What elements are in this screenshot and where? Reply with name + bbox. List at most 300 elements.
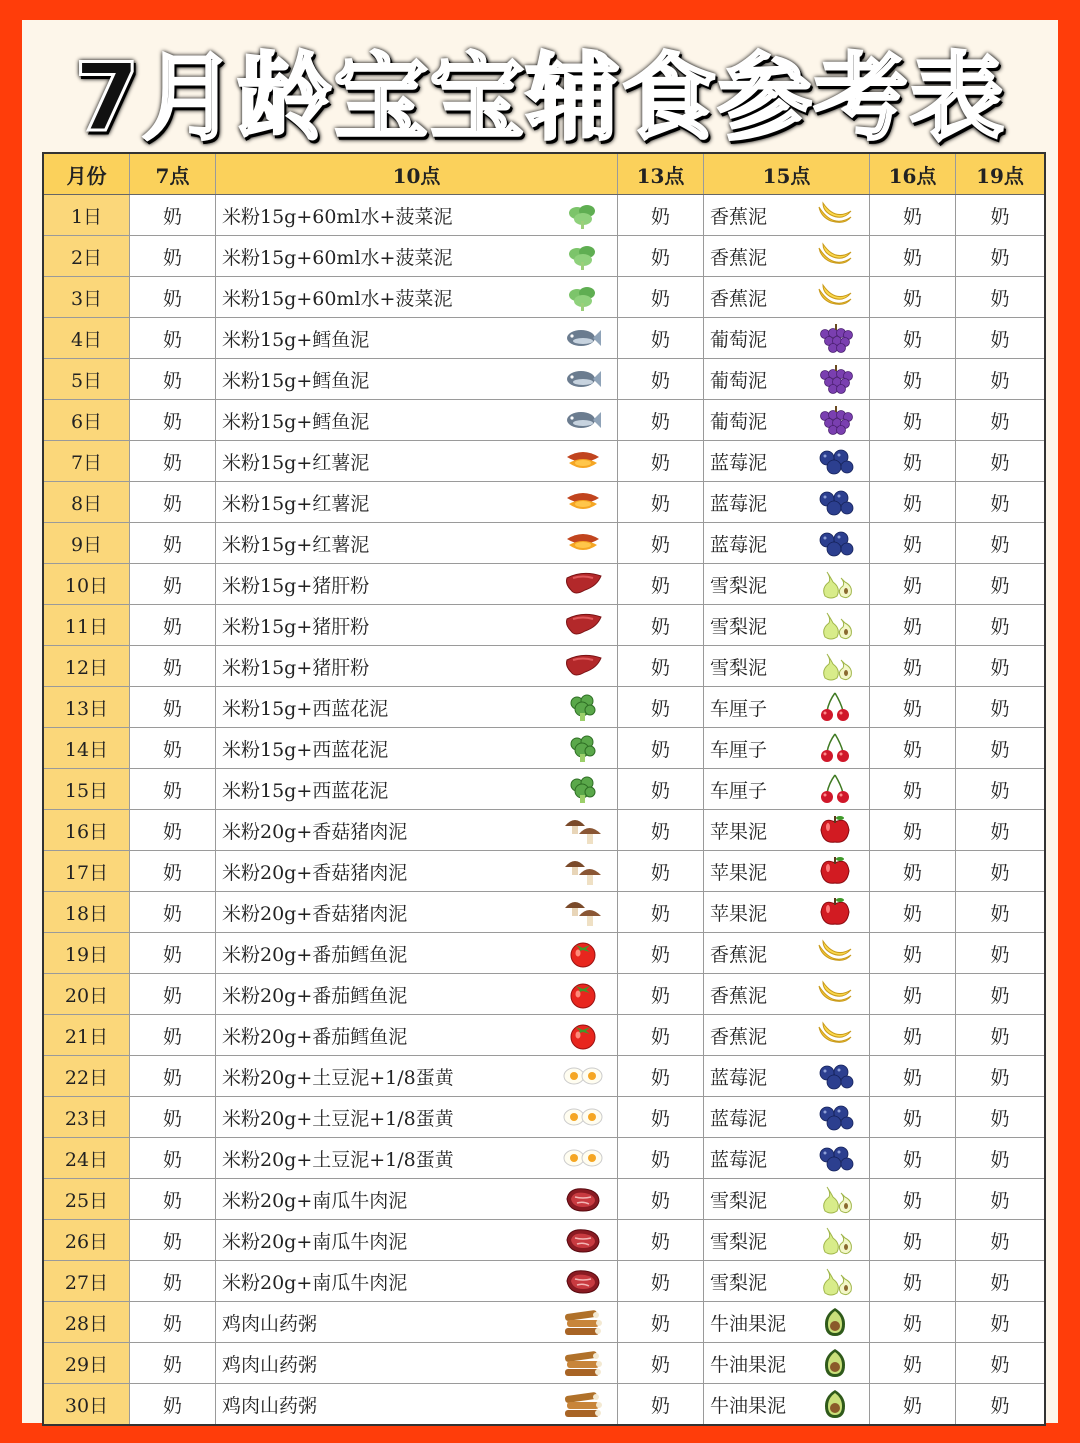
- meal-10-cell: [216, 892, 618, 932]
- meal-16-cell: [870, 974, 956, 1014]
- yam-icon: [563, 1306, 603, 1338]
- day-cell-text: 15日: [64, 779, 109, 802]
- cherry-icon: [815, 732, 855, 764]
- meal-16-cell-text: 奶: [902, 943, 922, 966]
- meal-10-cell-text: 米粉15g+西蓝花泥: [222, 697, 389, 720]
- meal-13-cell: [618, 1015, 704, 1055]
- day-cell-text: 12日: [64, 656, 109, 679]
- meal-7-cell: [130, 1179, 216, 1219]
- meal-16-cell-text: 奶: [902, 451, 922, 474]
- meal-16-cell-text: 奶: [902, 1353, 922, 1376]
- meal-19-cell-text: 奶: [990, 1394, 1010, 1417]
- meal-13-cell-text: 奶: [650, 1107, 670, 1130]
- meal-15-cell: [704, 441, 870, 481]
- meal-16-cell: [870, 441, 956, 481]
- meal-16-cell: [870, 605, 956, 645]
- meal-7-cell: [130, 482, 216, 522]
- day-cell-text: 23日: [64, 1107, 109, 1130]
- meal-13-cell: [618, 1097, 704, 1137]
- meal-15-cell: [704, 359, 870, 399]
- day-cell: [44, 1302, 130, 1342]
- meal-15-cell: [704, 1343, 870, 1383]
- meal-15-cell-text: 雪梨泥: [710, 574, 768, 597]
- meal-10-cell-text: 米粉15g+60ml水+菠菜泥: [222, 287, 453, 310]
- header-15: 15点: [704, 154, 870, 194]
- day-cell-text: 11日: [64, 615, 109, 638]
- meal-10-cell-text: 米粉15g+西蓝花泥: [222, 779, 389, 802]
- meal-7-cell-text: 奶: [162, 984, 182, 1007]
- meal-10-cell-text: 米粉20g+南瓜牛肉泥: [222, 1271, 408, 1294]
- meal-7-cell-text: 奶: [162, 410, 182, 433]
- meal-19-cell-text: 奶: [990, 533, 1010, 556]
- mushroom-icon: [563, 814, 603, 846]
- meal-7-cell-text: 奶: [162, 615, 182, 638]
- meal-7-cell-text: 奶: [162, 287, 182, 310]
- meal-10-cell: [216, 195, 618, 235]
- meal-19-cell-text: 奶: [990, 1271, 1010, 1294]
- meal-13-cell-text: 奶: [650, 656, 670, 679]
- meal-13-cell-text: 奶: [650, 1394, 670, 1417]
- meal-10-cell-text: 米粉15g+鳕鱼泥: [222, 328, 370, 351]
- meal-15-cell: [704, 1261, 870, 1301]
- cherry-icon: [815, 773, 855, 805]
- meal-16-cell-text: 奶: [902, 1312, 922, 1335]
- meal-15-cell-text: 牛油果泥: [710, 1312, 787, 1335]
- meal-10-cell: [216, 318, 618, 358]
- meal-16-cell: [870, 1056, 956, 1096]
- meal-13-cell: [618, 974, 704, 1014]
- day-cell: [44, 1179, 130, 1219]
- meal-13-cell: [618, 1384, 704, 1424]
- meal-10-cell-text: 米粉15g+猪肝粉: [222, 574, 370, 597]
- meal-10-cell: [216, 523, 618, 563]
- meal-16-cell: [870, 318, 956, 358]
- day-cell-text: 4日: [70, 328, 103, 351]
- meal-15-cell: [704, 933, 870, 973]
- grapes-icon: [815, 322, 855, 354]
- day-cell-text: 25日: [64, 1189, 109, 1212]
- meal-15-cell: [704, 523, 870, 563]
- grapes-icon: [815, 363, 855, 395]
- meal-10-cell-text: 米粉20g+番茄鳕鱼泥: [222, 984, 408, 1007]
- meal-16-cell-text: 奶: [902, 902, 922, 925]
- header-13: 13点: [618, 154, 704, 194]
- meal-13-cell-text: 奶: [650, 738, 670, 761]
- meal-15-cell: [704, 1097, 870, 1137]
- meal-10-cell: [216, 236, 618, 276]
- table-row: [44, 1261, 1044, 1302]
- meal-13-cell-text: 奶: [650, 287, 670, 310]
- meal-16-cell: [870, 892, 956, 932]
- blueberry-icon: [815, 445, 855, 477]
- meal-19-cell-text: 奶: [990, 943, 1010, 966]
- yam-icon: [563, 1388, 603, 1420]
- meal-7-cell-text: 奶: [162, 1148, 182, 1171]
- header-month: 月份: [44, 154, 130, 194]
- meal-7-cell: [130, 646, 216, 686]
- meal-10-cell: [216, 728, 618, 768]
- meal-16-cell: [870, 728, 956, 768]
- meal-10-cell: [216, 605, 618, 645]
- meal-15-cell: [704, 195, 870, 235]
- table-row: [44, 195, 1044, 236]
- meal-16-cell-text: 奶: [902, 1189, 922, 1212]
- meal-7-cell: [130, 277, 216, 317]
- broccoli-icon: [563, 773, 603, 805]
- meal-10-cell-text: 米粉20g+南瓜牛肉泥: [222, 1230, 408, 1253]
- table-row: [44, 400, 1044, 441]
- spinach-icon: [563, 199, 603, 231]
- meal-13-cell-text: 奶: [650, 451, 670, 474]
- header-16: 16点: [870, 154, 956, 194]
- meal-13-cell-text: 奶: [650, 369, 670, 392]
- meal-15-cell-text: 苹果泥: [710, 902, 768, 925]
- meal-19-cell: [956, 236, 1044, 276]
- meal-15-cell: [704, 769, 870, 809]
- meal-7-cell-text: 奶: [162, 1312, 182, 1335]
- meal-7-cell: [130, 687, 216, 727]
- meal-7-cell-text: 奶: [162, 574, 182, 597]
- table-row: [44, 1015, 1044, 1056]
- meal-19-cell: [956, 359, 1044, 399]
- meal-13-cell: [618, 646, 704, 686]
- meal-16-cell: [870, 1138, 956, 1178]
- mushroom-icon: [563, 855, 603, 887]
- meal-19-cell-text: 奶: [990, 1025, 1010, 1048]
- meal-15-cell: [704, 687, 870, 727]
- blueberry-icon: [815, 1142, 855, 1174]
- meal-10-cell-text: 米粉15g+西蓝花泥: [222, 738, 389, 761]
- meal-16-cell-text: 奶: [902, 328, 922, 351]
- banana-icon: [815, 1019, 855, 1051]
- day-cell-text: 1日: [70, 205, 103, 228]
- table-row: [44, 646, 1044, 687]
- day-cell-text: 6日: [70, 410, 103, 433]
- meal-19-cell: [956, 1343, 1044, 1383]
- meal-15-cell-text: 葡萄泥: [710, 369, 768, 392]
- beef-icon: [563, 1224, 603, 1256]
- meal-7-cell: [130, 1138, 216, 1178]
- meal-19-cell: [956, 564, 1044, 604]
- meal-10-cell: [216, 1220, 618, 1260]
- day-cell-text: 8日: [70, 492, 103, 515]
- meal-7-cell-text: 奶: [162, 902, 182, 925]
- meal-13-cell: [618, 728, 704, 768]
- header-19: 19点: [956, 154, 1044, 194]
- meal-7-cell-text: 奶: [162, 1394, 182, 1417]
- meal-15-cell-text: 香蕉泥: [710, 287, 768, 310]
- day-cell: [44, 400, 130, 440]
- day-cell: [44, 1056, 130, 1096]
- sweet-potato-icon: [563, 527, 603, 559]
- meal-13-cell: [618, 851, 704, 891]
- meal-16-cell-text: 奶: [902, 1107, 922, 1130]
- meal-16-cell: [870, 933, 956, 973]
- meal-13-cell-text: 奶: [650, 328, 670, 351]
- meal-15-cell-text: 蓝莓泥: [710, 1066, 768, 1089]
- meal-19-cell: [956, 769, 1044, 809]
- meal-13-cell: [618, 1261, 704, 1301]
- day-cell-text: 18日: [64, 902, 109, 925]
- meal-7-cell: [130, 974, 216, 1014]
- meal-19-cell: [956, 1015, 1044, 1055]
- meal-7-cell: [130, 564, 216, 604]
- table-row: [44, 769, 1044, 810]
- meal-13-cell: [618, 605, 704, 645]
- day-cell-text: 9日: [70, 533, 103, 556]
- meal-15-cell-text: 苹果泥: [710, 861, 768, 884]
- day-cell: [44, 277, 130, 317]
- meal-13-cell-text: 奶: [650, 779, 670, 802]
- day-cell: [44, 810, 130, 850]
- apple-icon: [815, 814, 855, 846]
- meal-13-cell: [618, 359, 704, 399]
- pear-icon: [815, 1265, 855, 1297]
- meal-13-cell: [618, 400, 704, 440]
- day-cell: [44, 236, 130, 276]
- meal-16-cell: [870, 1261, 956, 1301]
- meal-10-cell-text: 米粉20g+香菇猪肉泥: [222, 861, 408, 884]
- day-cell: [44, 892, 130, 932]
- meal-10-cell-text: 米粉15g+红薯泥: [222, 533, 370, 556]
- pear-icon: [815, 1224, 855, 1256]
- day-cell-text: 30日: [64, 1394, 109, 1417]
- meal-13-cell-text: 奶: [650, 1025, 670, 1048]
- meal-7-cell-text: 奶: [162, 1271, 182, 1294]
- table-row: [44, 728, 1044, 769]
- spinach-icon: [563, 281, 603, 313]
- meal-16-cell: [870, 687, 956, 727]
- day-cell-text: 7日: [70, 451, 103, 474]
- day-cell-text: 27日: [64, 1271, 109, 1294]
- day-cell: [44, 687, 130, 727]
- table-row: [44, 605, 1044, 646]
- day-cell: [44, 1138, 130, 1178]
- day-cell-text: 10日: [64, 574, 109, 597]
- banana-icon: [815, 937, 855, 969]
- meal-7-cell: [130, 359, 216, 399]
- day-cell: [44, 1384, 130, 1424]
- meal-13-cell-text: 奶: [650, 902, 670, 925]
- meal-19-cell-text: 奶: [990, 738, 1010, 761]
- meal-19-cell-text: 奶: [990, 820, 1010, 843]
- meal-15-cell-text: 雪梨泥: [710, 1271, 768, 1294]
- meal-19-cell-text: 奶: [990, 656, 1010, 679]
- meal-10-cell-text: 米粉20g+番茄鳕鱼泥: [222, 1025, 408, 1048]
- day-cell: [44, 1097, 130, 1137]
- meal-13-cell-text: 奶: [650, 861, 670, 884]
- meal-19-cell: [956, 1056, 1044, 1096]
- meal-16-cell-text: 奶: [902, 1230, 922, 1253]
- meal-10-cell: [216, 1343, 618, 1383]
- meal-15-cell-text: 雪梨泥: [710, 615, 768, 638]
- meal-7-cell-text: 奶: [162, 328, 182, 351]
- day-cell: [44, 1015, 130, 1055]
- meal-10-cell-text: 米粉20g+土豆泥+1/8蛋黄: [222, 1066, 454, 1089]
- meal-19-cell-text: 奶: [990, 451, 1010, 474]
- meal-16-cell: [870, 1015, 956, 1055]
- meal-13-cell: [618, 1343, 704, 1383]
- meal-10-cell: [216, 646, 618, 686]
- meal-10-cell: [216, 1056, 618, 1096]
- meal-16-cell: [870, 1220, 956, 1260]
- table-row: [44, 482, 1044, 523]
- meal-7-cell: [130, 1056, 216, 1096]
- meal-19-cell: [956, 400, 1044, 440]
- meal-7-cell-text: 奶: [162, 1066, 182, 1089]
- table-row: [44, 1302, 1044, 1343]
- meal-16-cell: [870, 359, 956, 399]
- meal-16-cell: [870, 646, 956, 686]
- meal-15-cell: [704, 482, 870, 522]
- egg-icon: [563, 1101, 603, 1133]
- meal-13-cell-text: 奶: [650, 1189, 670, 1212]
- meal-13-cell-text: 奶: [650, 1353, 670, 1376]
- meal-13-cell: [618, 564, 704, 604]
- meal-7-cell: [130, 1302, 216, 1342]
- meal-10-cell: [216, 851, 618, 891]
- meal-7-cell-text: 奶: [162, 1189, 182, 1212]
- meal-13-cell: [618, 769, 704, 809]
- meal-15-cell-text: 葡萄泥: [710, 410, 768, 433]
- pear-icon: [815, 650, 855, 682]
- table-row: [44, 1384, 1044, 1424]
- meal-13-cell-text: 奶: [650, 410, 670, 433]
- table-row: [44, 892, 1044, 933]
- meal-13-cell-text: 奶: [650, 820, 670, 843]
- meal-19-cell-text: 奶: [990, 902, 1010, 925]
- meal-13-cell-text: 奶: [650, 615, 670, 638]
- meal-16-cell-text: 奶: [902, 861, 922, 884]
- meal-15-cell: [704, 851, 870, 891]
- meal-15-cell-text: 雪梨泥: [710, 1230, 768, 1253]
- meal-10-cell: [216, 359, 618, 399]
- egg-icon: [563, 1142, 603, 1174]
- meal-10-cell-text: 米粉20g+土豆泥+1/8蛋黄: [222, 1148, 454, 1171]
- meal-13-cell-text: 奶: [650, 943, 670, 966]
- meal-13-cell: [618, 236, 704, 276]
- meal-15-cell-text: 蓝莓泥: [710, 1107, 768, 1130]
- tomato-icon: [563, 978, 603, 1010]
- meal-10-cell: [216, 810, 618, 850]
- meal-16-cell-text: 奶: [902, 369, 922, 392]
- meal-7-cell: [130, 1261, 216, 1301]
- liver-icon: [563, 650, 603, 682]
- meal-16-cell-text: 奶: [902, 615, 922, 638]
- meal-13-cell: [618, 523, 704, 563]
- day-cell-text: 16日: [64, 820, 109, 843]
- meal-19-cell-text: 奶: [990, 1353, 1010, 1376]
- meal-7-cell-text: 奶: [162, 533, 182, 556]
- meal-15-cell: [704, 1384, 870, 1424]
- meal-7-cell: [130, 1343, 216, 1383]
- meal-19-cell: [956, 851, 1044, 891]
- meal-13-cell-text: 奶: [650, 205, 670, 228]
- meal-16-cell: [870, 769, 956, 809]
- day-cell: [44, 482, 130, 522]
- table-row: [44, 359, 1044, 400]
- meal-15-cell-text: 车厘子: [710, 779, 768, 802]
- broccoli-icon: [563, 732, 603, 764]
- blueberry-icon: [815, 527, 855, 559]
- day-cell: [44, 523, 130, 563]
- meal-19-cell: [956, 1138, 1044, 1178]
- meal-13-cell: [618, 810, 704, 850]
- day-cell-text: 5日: [70, 369, 103, 392]
- meal-19-cell-text: 奶: [990, 697, 1010, 720]
- meal-13-cell-text: 奶: [650, 1230, 670, 1253]
- meal-13-cell: [618, 195, 704, 235]
- meal-13-cell: [618, 933, 704, 973]
- meal-16-cell-text: 奶: [902, 574, 922, 597]
- meal-13-cell: [618, 1179, 704, 1219]
- meal-19-cell-text: 奶: [990, 574, 1010, 597]
- meal-7-cell: [130, 605, 216, 645]
- day-cell-text: 2日: [70, 246, 103, 269]
- table-row: [44, 851, 1044, 892]
- table-row: [44, 1220, 1044, 1261]
- pear-icon: [815, 568, 855, 600]
- meal-15-cell: [704, 1220, 870, 1260]
- meal-13-cell: [618, 482, 704, 522]
- sweet-potato-icon: [563, 445, 603, 477]
- meal-15-cell: [704, 728, 870, 768]
- meal-10-cell: [216, 1261, 618, 1301]
- meal-16-cell-text: 奶: [902, 820, 922, 843]
- table-row: [44, 1056, 1044, 1097]
- header-7: 7点: [130, 154, 216, 194]
- meal-15-cell: [704, 1056, 870, 1096]
- meal-7-cell: [130, 195, 216, 235]
- meal-13-cell: [618, 892, 704, 932]
- meal-13-cell-text: 奶: [650, 246, 670, 269]
- cherry-icon: [815, 691, 855, 723]
- meal-7-cell-text: 奶: [162, 1230, 182, 1253]
- tomato-icon: [563, 937, 603, 969]
- meal-15-cell-text: 蓝莓泥: [710, 492, 768, 515]
- meal-19-cell-text: 奶: [990, 410, 1010, 433]
- meal-19-cell: [956, 933, 1044, 973]
- meal-7-cell-text: 奶: [162, 1107, 182, 1130]
- meal-15-cell-text: 蓝莓泥: [710, 451, 768, 474]
- meal-15-cell-text: 香蕉泥: [710, 205, 768, 228]
- meal-16-cell-text: 奶: [902, 984, 922, 1007]
- meal-7-cell-text: 奶: [162, 205, 182, 228]
- meal-19-cell: [956, 482, 1044, 522]
- meal-13-cell-text: 奶: [650, 984, 670, 1007]
- meal-16-cell: [870, 851, 956, 891]
- meal-10-cell: [216, 1015, 618, 1055]
- meal-15-cell-text: 香蕉泥: [710, 1025, 768, 1048]
- day-cell: [44, 359, 130, 399]
- meal-7-cell-text: 奶: [162, 943, 182, 966]
- meal-19-cell: [956, 195, 1044, 235]
- meal-10-cell-text: 米粉20g+番茄鳕鱼泥: [222, 943, 408, 966]
- meal-10-cell-text: 鸡肉山药粥: [222, 1394, 318, 1417]
- meal-7-cell: [130, 851, 216, 891]
- meal-7-cell-text: 奶: [162, 246, 182, 269]
- day-cell-text: 22日: [64, 1066, 109, 1089]
- meal-15-cell: [704, 1015, 870, 1055]
- table-row: [44, 687, 1044, 728]
- meal-15-cell-text: 香蕉泥: [710, 943, 768, 966]
- meal-15-cell-text: 车厘子: [710, 738, 768, 761]
- meal-15-cell-text: 牛油果泥: [710, 1353, 787, 1376]
- meal-7-cell: [130, 728, 216, 768]
- meal-10-cell: [216, 400, 618, 440]
- meal-10-cell-text: 米粉15g+猪肝粉: [222, 615, 370, 638]
- card: [22, 20, 1058, 1423]
